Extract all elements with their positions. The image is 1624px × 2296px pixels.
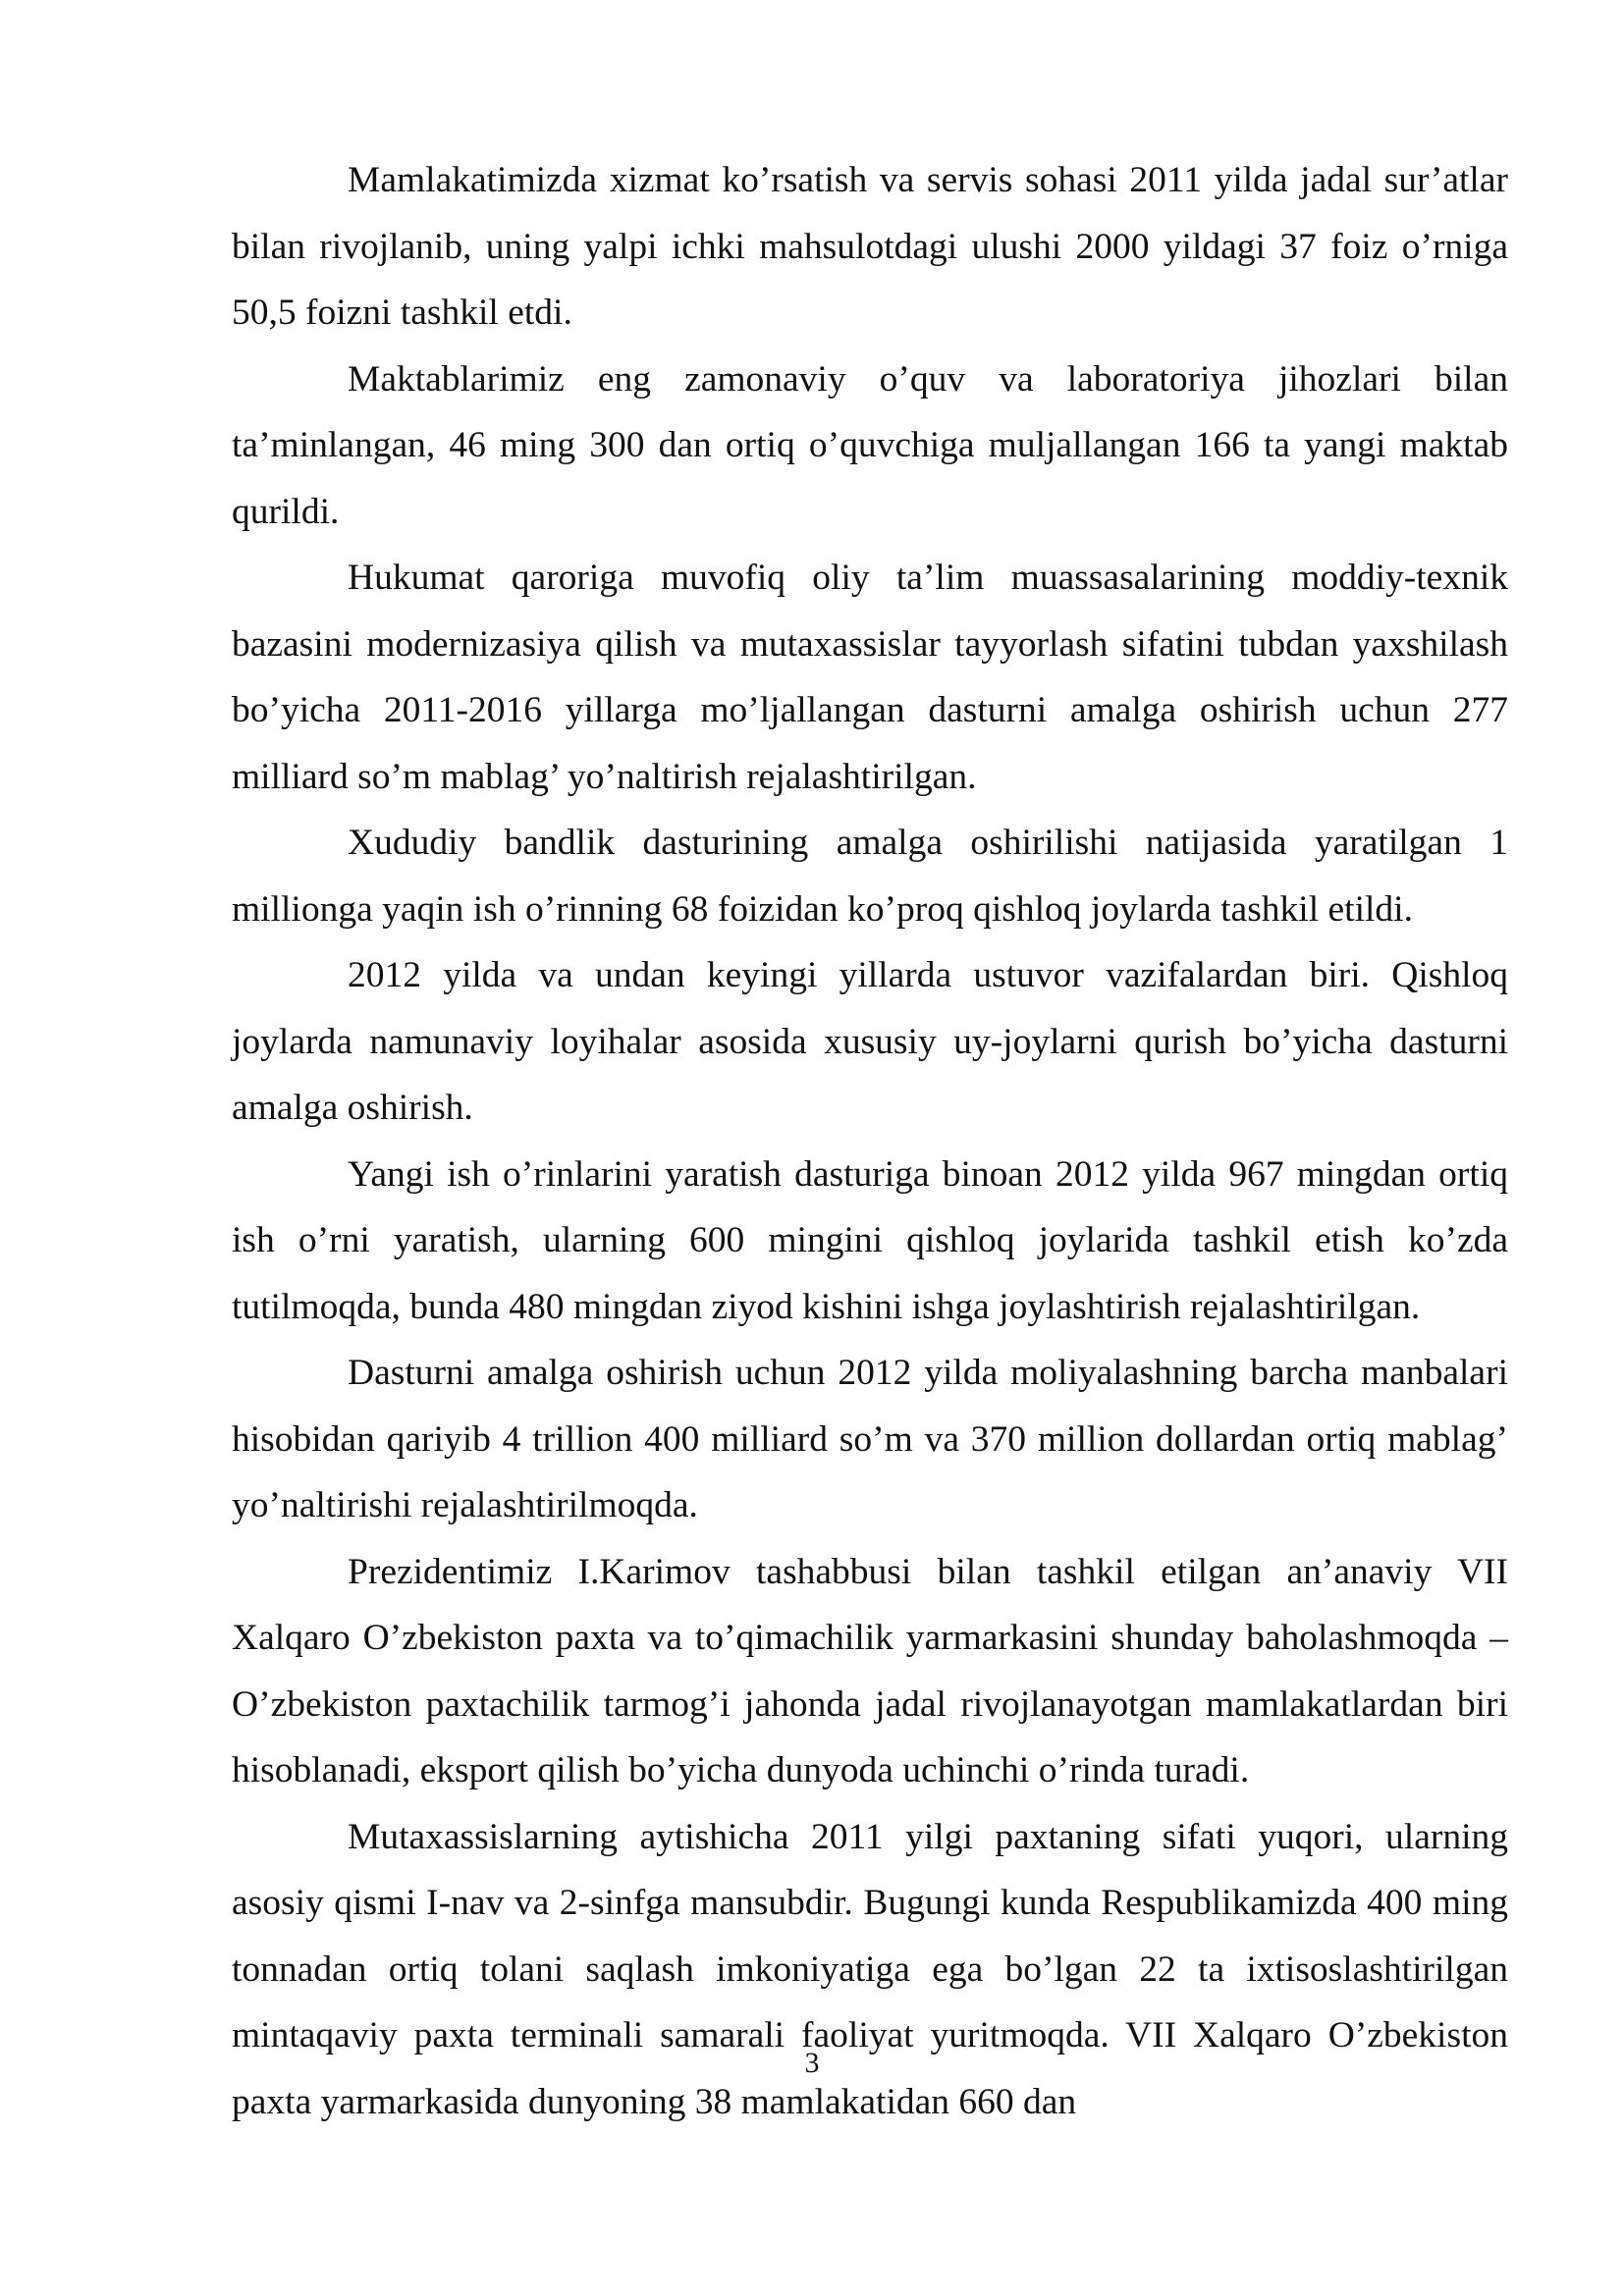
document-body (232, 147, 1508, 2135)
page-number: 3 (804, 2047, 820, 2079)
paragraph-rural-housing: 2012 yilda va undan keyingi yillarda ustuvor vazifalardan biri. Qishloq joylarda namunaviy loyihalar asosida xususiy uy-joylarni qurish bo’yicha dasturni amalga oshirish. (232, 955, 1508, 1128)
paragraph-financing: Dasturni amalga oshirish uchun 2012 yilda moliyalashning barcha manbalari hisobidan qariyib 4 trillion 400 milliard so’m va 370 million dollardan ortiq mablag’ yo’naltirishi rejalashtirilmoqda. (232, 1353, 1508, 1525)
paragraph-higher-education: Hukumat qaroriga muvofiq oliy ta’lim muassasalarining moddiy-texnik bazasini modernizasiya qilish va mutaxassislar tayyorlash sifatini tubdan yaxshilash bo’yicha 2011-2016 yillarga mo’ljallangan dasturni amalga oshirish uchun 277 milliard so’m mablag’ yo’naltirish rejalashtirilgan. (232, 558, 1508, 797)
paragraph-new-jobs: Yangi ish o’rinlarini yaratish dasturiga binoan 2012 yilda 967 mingdan ortiq ish o’rni yaratish, ularning 600 mingini qishloq joylarida tashkil etish ko’zda tutilmoqda, bunda 480 mingdan ziyod kishini ishga joylashtirish rejalashtirilgan. (232, 1153, 1508, 1327)
paragraph-cotton-quality: Mutaxassislarning aytishicha 2011 yilgi paxtaning sifati yuqori, ularning asosiy qismi I-nav va 2-sinfga mansubdir. Bugungi kunda Respublikamizda 400 ming tonnadan ortiq tolani saqlash imkoniyatiga ega bo’lgan 22 ta ixtisoslashtirilgan mintaqaviy paxta terminali samarali faoliyat yuritmoqda. VII Xalqaro O’zbekiston paxta yarmarkasida dunyoning 38 mamlakatidan 660 dan (232, 1816, 1508, 2122)
paragraph-cotton-fair: Prezidentimiz I.Karimov tashabbusi bilan tashkil etilgan an’anaviy VII Xalqaro O’zbekiston paxta va to’qimachilik yarmarkasini shunday baholashmoqda – O’zbekiston paxtachilik tarmog’i jahonda jadal rivojlanayotgan mamlakatlardan biri hisoblanadi, eksport qilish bo’yicha dunyoda uchinchi o’rinda turadi. (232, 1551, 1508, 1790)
paragraph-schools: Maktablarimiz eng zamonaviy o’quv va laboratoriya jihozlari bilan ta’minlangan, 46 ming 300 dan ortiq o’quvchiga muljallangan 166 ta yangi maktab qurildi. (232, 358, 1508, 532)
paragraph-employment-program: Xududiy bandlik dasturining amalga oshirilishi natijasida yaratilgan 1 millionga yaqin ish o’rinning 68 foizidan ko’proq qishloq joylarda tashkil etildi. (232, 823, 1508, 930)
paragraph-service-sector: Mamlakatimizda xizmat ko’rsatish va servis sohasi 2011 yilda jadal sur’atlar bilan rivojlanib, uning yalpi ichki mahsulotdagi ulushi 2000 yildagi 37 foiz o’rniga 50,5 foizni tashkil etdi. (232, 160, 1508, 333)
